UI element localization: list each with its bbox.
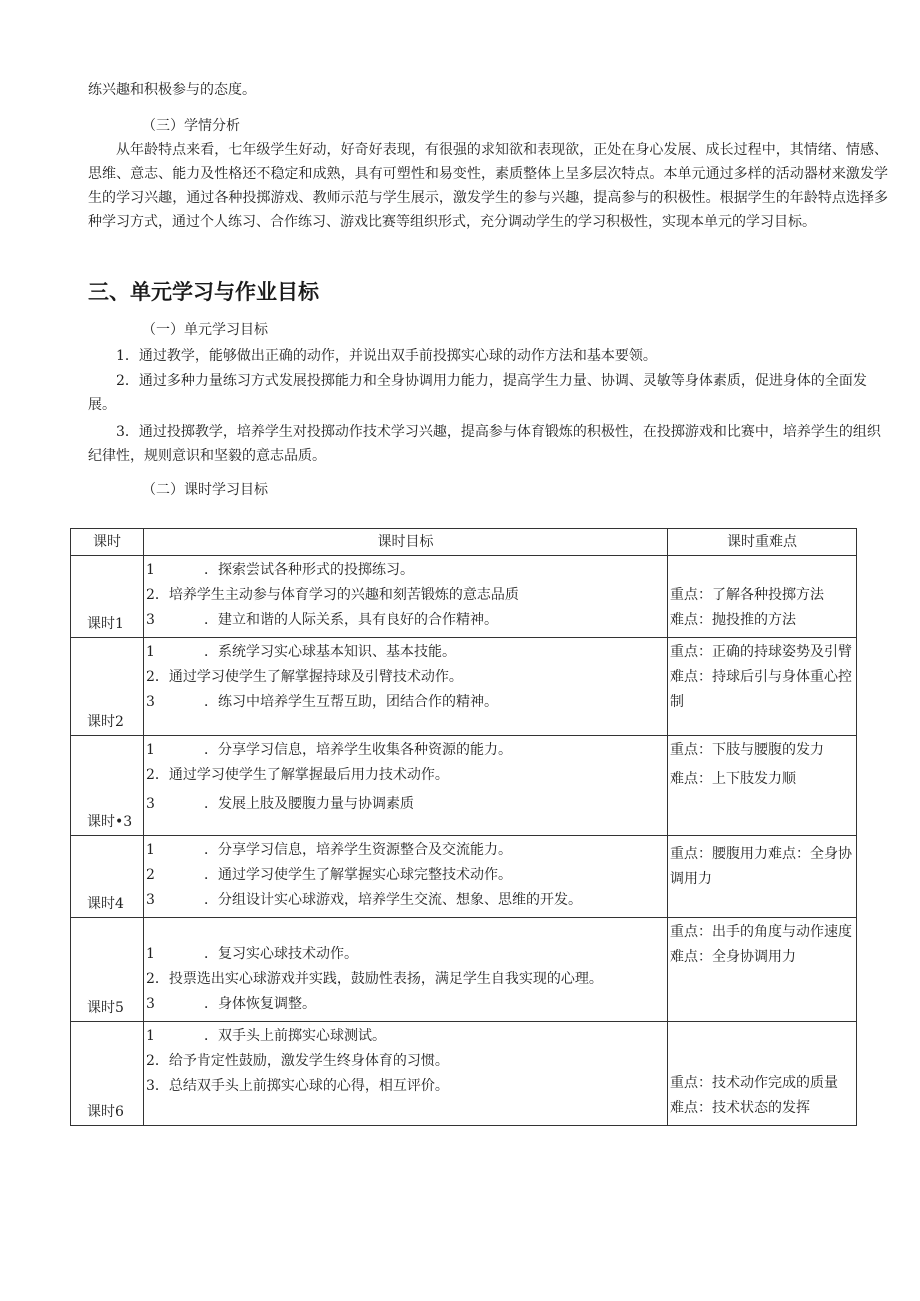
goal-line: 1 ．探索尝试各种形式的投掷练习。 [146, 562, 414, 578]
header-lesson: 课时 [71, 529, 144, 556]
key-point: 重点：了解各种投掷方法 [670, 587, 824, 603]
keys-cell [668, 638, 857, 736]
table-row [71, 638, 857, 736]
goal-line: 2．培养学生主动参与体育学习的兴趣和刻苦锻炼的意志品质 [146, 587, 519, 603]
goal-line: 2．通过学习使学生了解掌握最后用力技术动作。 [146, 767, 449, 783]
header-keys: 课时重难点 [668, 529, 857, 556]
difficulty-point: 难点：上下肢发力顺 [670, 771, 796, 787]
goal-line: 1 ．系统学习实心球基本知识、基本技能。 [146, 644, 456, 660]
keys-cell [668, 1022, 857, 1126]
goal-line: 3 ．发展上肢及腰腹力量与协调素质 [146, 796, 414, 812]
key-point: 重点：技术动作完成的质量 [670, 1075, 838, 1091]
difficulty-point: 难点：抛投推的方法 [670, 612, 796, 628]
section3-paragraph: 从年龄特点来看，七年级学生好动，好奇好表现，有很强的求知欲和表现欲，正处在身心发展、成长过程中，其情绪、情感、思维、意志、能力及性格还不稳定和成熟，具有可塑性和易变性，素质整体上呈多层次特点。本单元通过多样的活动器材来激发学生的学习兴趣，通过各种投掷游戏、教师示范与学生展示，激发学生的参与兴趣，提高参与的积极性。根据学生的年龄特点选择多种学习方式，通过个人练习、合作练习、游戏比赛等组织形式，充分调动学生的学习积极性，实现本单元的学习目标。 [88, 142, 888, 230]
section3-subheading: （三）学情分析 [142, 118, 240, 134]
unit-goal-2: 2．通过多种力量练习方式发展投掷能力和全身协调用力能力，提高学生力量、协调、灵敏等身体素质，促进身体的全面发展。 [88, 373, 867, 413]
goal-line: 3 ．分组设计实心球游戏，培养学生交流、想象、思维的开发。 [146, 892, 582, 908]
lesson-cell: 课时6 [71, 1022, 144, 1126]
goal-line: 1 ．分享学习信息，培养学生资源整合及交流能力。 [146, 842, 512, 858]
goal-line: 3 ．建立和谐的人际关系，具有良好的合作精神。 [146, 612, 498, 628]
goal-line: 2．通过学习使学生了解掌握持球及引臂技术动作。 [146, 669, 463, 685]
key-point: 重点：出手的角度与动作速度 [670, 924, 852, 940]
lesson-cell: 课时4 [71, 836, 144, 918]
goals-cell [144, 556, 668, 638]
unit-goal-3: 3．通过投掷教学，培养学生对投掷动作技术学习兴趣，提高参与体育锻炼的积极性，在投掷游戏和比赛中，培养学生的组织纪律性，规则意识和坚毅的意志品质。 [88, 424, 881, 464]
header-goals: 课时目标 [144, 529, 668, 556]
goals-cell [144, 638, 668, 736]
goal-line: 1 ．复习实心球技术动作。 [146, 946, 358, 962]
key-point: 重点：正确的持球姿势及引臂 [670, 644, 852, 660]
table-header-row [71, 529, 857, 556]
key-point: 重点：下肢与腰腹的发力 [670, 742, 824, 758]
goals-cell [144, 836, 668, 918]
goals-cell [144, 918, 668, 1022]
goals-cell [144, 1022, 668, 1126]
goal-line: 2．给予肯定性鼓励，激发学生终身体育的习惯。 [146, 1053, 449, 1069]
keys-cell [668, 836, 857, 918]
lesson-goals-table [70, 528, 857, 1126]
keys-cell [668, 736, 857, 836]
goal-line: 1 ．双手头上前掷实心球测试。 [146, 1028, 386, 1044]
unit-goal-1: 1．通过教学，能够做出正确的动作，并说出双手前投掷实心球的动作方法和基本要领。 [116, 348, 657, 364]
lesson-cell: 课时5 [71, 918, 144, 1022]
lesson-cell: 课时1 [71, 556, 144, 638]
goal-line: 3 ．身体恢复调整。 [146, 996, 316, 1012]
difficulty-point: 难点：全身协调用力 [670, 949, 796, 965]
goals-cell [144, 736, 668, 836]
table-row [71, 836, 857, 918]
table-row [71, 918, 857, 1022]
unit-goals-subheading: （一）单元学习目标 [142, 322, 268, 338]
table-row [71, 1022, 857, 1126]
key-point: 重点：腰腹用力难点：全身协调用力 [670, 846, 852, 887]
table-row [71, 736, 857, 836]
intro-line: 练兴趣和积极参与的态度。 [88, 82, 256, 98]
keys-cell [668, 556, 857, 638]
goal-line: 2．投票选出实心球游戏并实践，鼓励性表扬，满足学生自我实现的心理。 [146, 971, 603, 987]
lesson-cell: 课时•3 [71, 736, 144, 836]
difficulty-point: 难点：技术状态的发挥 [670, 1100, 810, 1116]
section-heading: 三、单元学习与作业目标 [88, 280, 319, 304]
table-row [71, 556, 857, 638]
goal-line: 2 ．通过学习使学生了解掌握实心球完整技术动作。 [146, 867, 512, 883]
goal-line: 3 ．练习中培养学生互帮互助，团结合作的精神。 [146, 694, 498, 710]
lesson-goals-subheading: （二）课时学习目标 [142, 482, 268, 498]
lesson-cell: 课时2 [71, 638, 144, 736]
difficulty-point: 难点：持球后引与身体重心控制 [670, 669, 852, 710]
keys-cell [668, 918, 857, 1022]
goal-line: 3．总结双手头上前掷实心球的心得，相互评价。 [146, 1078, 449, 1094]
goal-line: 1 ．分享学习信息，培养学生收集各种资源的能力。 [146, 742, 512, 758]
